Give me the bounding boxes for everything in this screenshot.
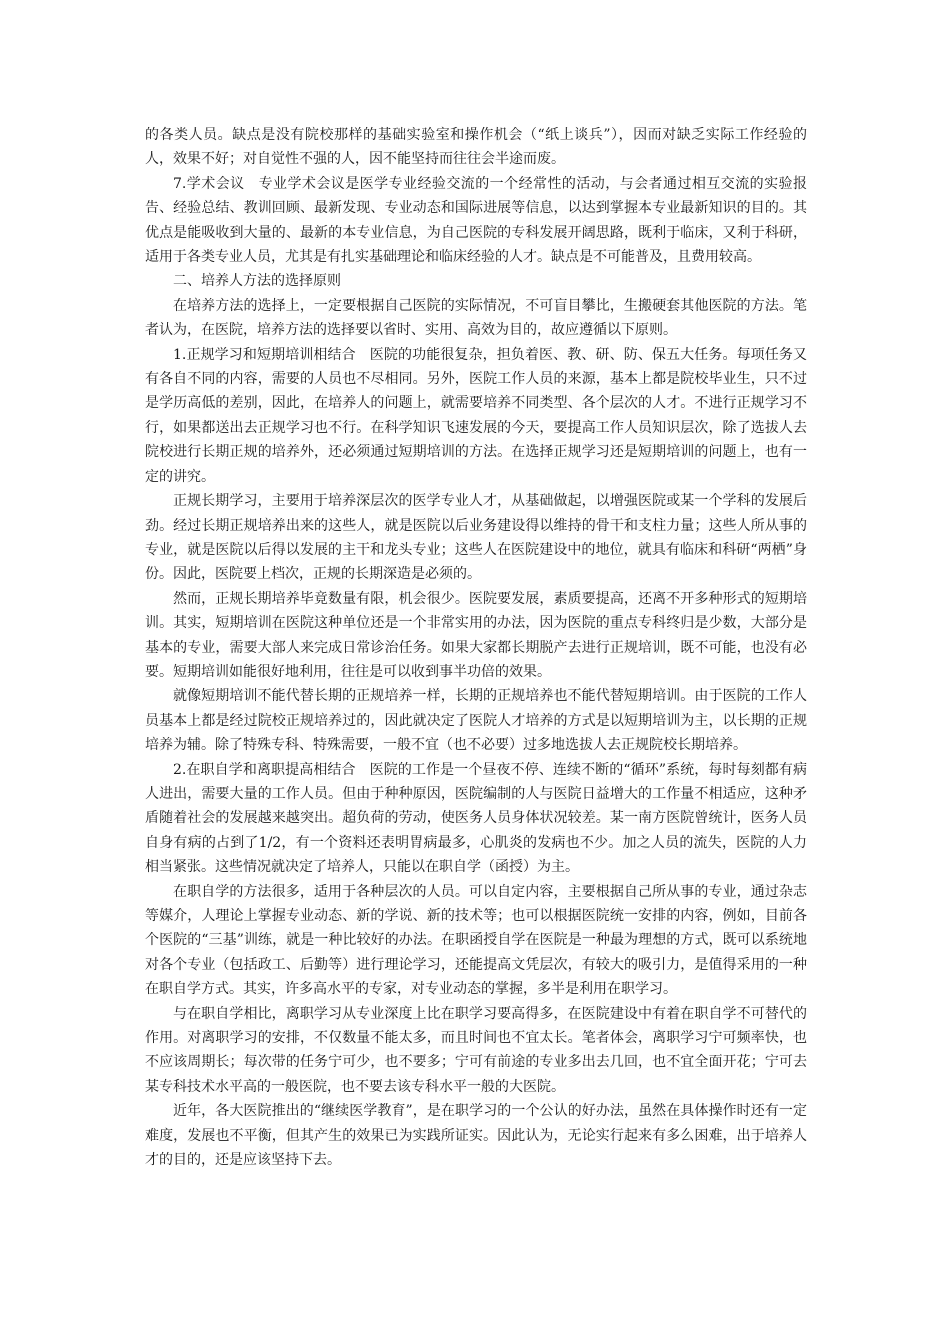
paragraph-principle-1: [145, 343, 807, 489]
paragraph-text: 与在职自学相比，离职学习从专业深度上比在职学习要高得多，在医院建设中有着在职自学不可替代的作用。对离职学习的安排，不仅数量不能太多，而且时间也不宜太长。笔者体会，离职学习宁可频率快，也不应该周期长；每次带的任务宁可少，也不要多；宁可有前途的专业多出去几回，也不宜全面开花；宁可去某专科技术水平高的一般医院，也不要去该专科水平一般的大医院。: [145, 1005, 807, 1095]
paragraph-text: 专业学术会议是医学专业经验交流的一个经常性的活动，与会者通过相互交流的实验报告、经验总结、教训回顾、最新发现、专业动态和国际进展等信息，以达到掌握本专业最新知识的目的。其优点是能吸收到大量的、最新的本专业信息，为自己医院的专科发展开阔思路，既利于临床，又利于科研，适用于各类专业人员，尤其是有扎实基础理论和临床经验的人才。缺点是不可能普及，且费用较高。: [145, 175, 807, 266]
paragraph-text: 在培养方法的选择上，一定要根据自己医院的实际情况，不可盲目攀比，生搬硬套其他医院的方法。笔者认为，在医院，培养方法的选择要以省时、实用、高效为目的，故应遵循以下原则。: [145, 297, 807, 339]
paragraph-text: 医院的工作是一个昼夜不停、连续不断的“循环”系统，每时每刻都有病人进出，需要大量的工作人员。但由于种种原因，医院编制的人与医院日益增大的工作量不相适应，这种矛盾随着社会的发展越来越突出。超负荷的劳动，使医务人员身体状况较差。某一南方医院曾统计，医务人员自身有病的占到了1/2，有一个资料还表明胃病最多，心肌炎的发病也不少。加之人员的流失，医院的人力相当紧张。这些情况就决定了培养人，只能以在职自学（函授）为主。: [145, 761, 807, 876]
paragraph-text: 正规长期学习，主要用于培养深层次的医学专业人才，从基础做起，以增强医院或某一个学科的发展后劲。经过长期正规培养出来的这些人，就是医院以后业务建设得以维持的骨干和支柱力量；这些人所从事的专业，就是医院以后得以发展的主干和龙头专业；这些人在医院建设中的地位，就具有临床和科研“两栖”身份。因此，医院要上档次，正规的长期深造是必须的。: [145, 493, 807, 583]
paragraph-cme: [145, 1099, 807, 1172]
paragraph-principle-2: [145, 758, 807, 880]
paragraph-text: 的各类人员。缺点是没有院校那样的基础实验室和操作机会（“纸上谈兵”），因而对缺乏实际工作经验的人，效果不好；对自觉性不强的人，因不能坚持而往往会半途而废。: [145, 127, 807, 168]
section-heading: 二、培养人方法的选择原则: [173, 273, 341, 290]
paragraph-long-term: [145, 489, 807, 587]
paragraph-text: 然而，正规长期培养毕竟数量有限，机会很少。医院要发展，素质要提高，还离不开多种形式的短期培训。其实，短期培训在医院这种单位还是一个非常实用的办法，因为医院的重点专科终归是少数，大部分是基本的专业，需要大部人来完成日常诊治任务。如果大家都长期脱产去进行正规培训，既不可能，也没有必要。短期培训如能很好地利用，往往是可以收到事半功倍的效果。: [145, 590, 807, 680]
paragraph-academic-conference: [145, 172, 807, 270]
paragraph-lead: 1.正规学习和短期培训相结合: [173, 346, 356, 363]
document-page: [145, 123, 807, 1172]
paragraph-text: 医院的功能很复杂，担负着医、教、研、防、保五大任务。每项任务又有各自不同的内容，需要的人员也不尽相同。另外，医院工作人员的来源，基本上都是院校毕业生，只不过是学历高低的差别，因此，在培养人的问题上，就需要培养不同类型、各个层次的人才。不进行正规学习不行，如果都送出去正规学习也不行。在科学知识飞速发展的今天，要提高工作人员知识层次，除了选拔人去院校进行长期正规的培养外，还必须通过短期培训的方法。在选择正规学习还是短期培训的问题上，也有一定的讲究。: [145, 346, 808, 485]
paragraph-short-term: [145, 587, 807, 685]
paragraph-continuation: [145, 123, 807, 172]
paragraph-lead: 2.在职自学和离职提高相结合: [173, 761, 356, 778]
paragraph-intro: [145, 294, 807, 343]
paragraph-self-study: [145, 880, 807, 1002]
paragraph-lead: 7.学术会议: [173, 175, 245, 192]
paragraph-off-job: [145, 1002, 807, 1100]
paragraph-text: 就像短期培训不能代替长期的正规培养一样，长期的正规培养也不能代替短期培训。由于医院的工作人员基本上都是经过院校正规培养过的，因此就决定了医院人才培养的方式是以短期培训为主，以长期的正规培养为辅。除了特殊专科、特殊需要，一般不宜（也不必要）过多地选拔人去正规院校长期培养。: [145, 688, 807, 754]
paragraph-text: 在职自学的方法很多，适用于各种层次的人员。可以自定内容，主要根据自己所从事的专业，通过杂志等媒介，人理论上掌握专业动态、新的学说、新的技术等；也可以根据医院统一安排的内容，例如，目前各个医院的“三基”训练，就是一种比较好的办法。在职函授自学在医院是一种最为理想的方式，既可以系统地对各个专业（包括政工、后勤等）进行理论学习，还能提高文凭层次，有较大的吸引力，是值得采用的一种在职自学方式。其实，许多高水平的专家，对专业动态的掌握，多半是利用在职学习。: [145, 883, 807, 998]
paragraph-balance: [145, 684, 807, 757]
paragraph-text: 近年，各大医院推出的“继续医学教育”，是在职学习的一个公认的好办法，虽然在具体操作时还有一定难度，发展也不平衡，但其产生的效果已为实践所证实。因此认为，无论实行起来有多么困难，出于培养人才的目的，还是应该坚持下去。: [145, 1103, 807, 1169]
